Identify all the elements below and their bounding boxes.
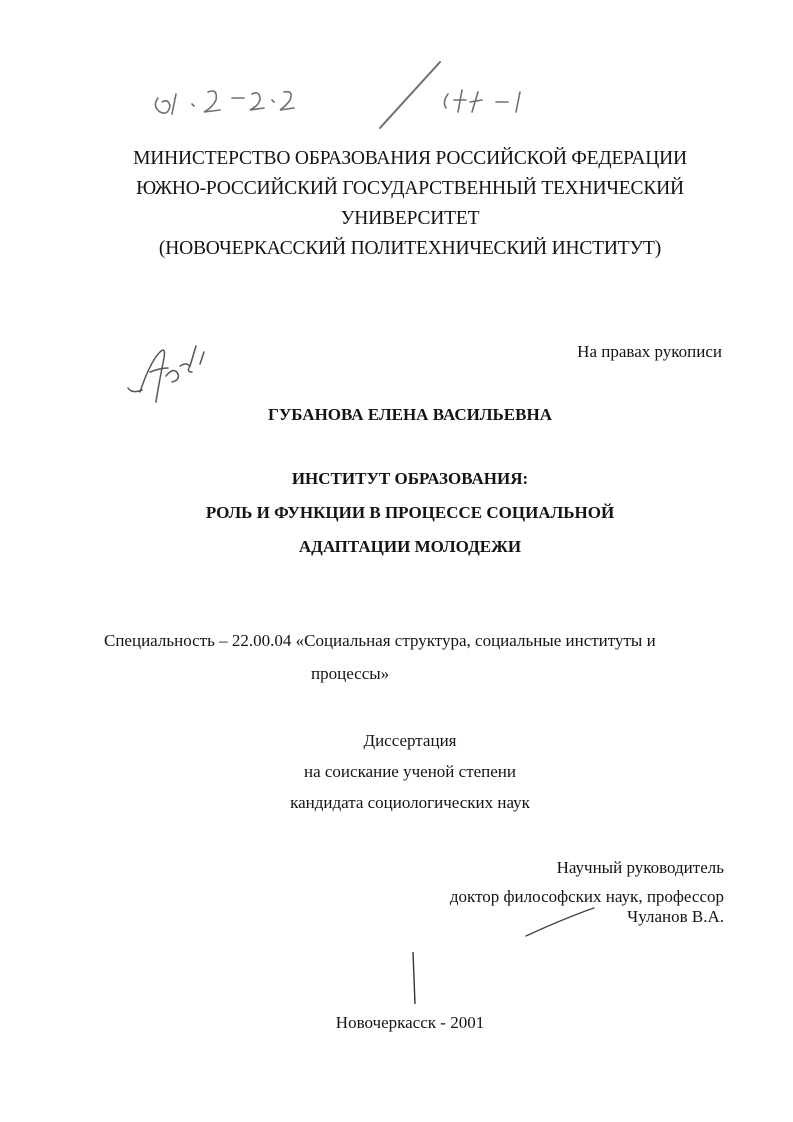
- header-line-ministry: МИНИСТЕРСТВО ОБРАЗОВАНИЯ РОССИЙСКОЙ ФЕДЕРАЦИИ: [133, 148, 687, 169]
- archive-code-handwriting: [155, 62, 520, 128]
- vertical-pen-mark: [413, 952, 415, 1004]
- degree-line-candidate: кандидата социологических наук: [290, 793, 530, 812]
- dissertation-title: [100, 462, 720, 564]
- supervisor-role: Научный руководитель: [556, 858, 724, 877]
- supervisor-degree: доктор философских наук, профессор: [449, 887, 724, 906]
- header-line-university: ЮЖНО-РОССИЙСКИЙ ГОСУДАРСТВЕННЫЙ ТЕХНИЧЕСКИЙ: [136, 178, 684, 199]
- ministry-header: [100, 144, 720, 264]
- title-line-3: АДАПТАЦИИ МОЛОДЕЖИ: [298, 537, 522, 556]
- supervisor-block: [400, 852, 724, 884]
- degree-line-seeking: на соискание ученой степени: [303, 762, 517, 781]
- specialty-line-2: процессы»: [311, 664, 390, 683]
- degree-block: [200, 725, 620, 818]
- city-year: Новочеркасск - 2001: [335, 1013, 485, 1032]
- author-signature-handwriting: [128, 346, 204, 402]
- specialty-line-1: Специальность – 22.00.04 «Социальная структура, социальные институты и: [104, 631, 656, 650]
- manuscript-rights-note: На правах рукописи: [577, 342, 722, 361]
- title-line-2: РОЛЬ И ФУНКЦИИ В ПРОЦЕССЕ СОЦИАЛЬНОЙ: [205, 503, 615, 522]
- title-line-1: ИНСТИТУТ ОБРАЗОВАНИЯ:: [291, 469, 529, 488]
- author-name: ГУБАНОВА ЕЛЕНА ВАСИЛЬЕВНА: [268, 405, 552, 424]
- supervisor-name: Чуланов В.А.: [627, 907, 724, 926]
- degree-line-dissertation: Диссертация: [363, 731, 457, 750]
- header-line-institute: (НОВОЧЕРКАССКИЙ ПОЛИТЕХНИЧЕСКИЙ ИНСТИТУТ): [158, 238, 662, 259]
- header-line-university-cont: УНИВЕРСИТЕТ: [340, 208, 480, 229]
